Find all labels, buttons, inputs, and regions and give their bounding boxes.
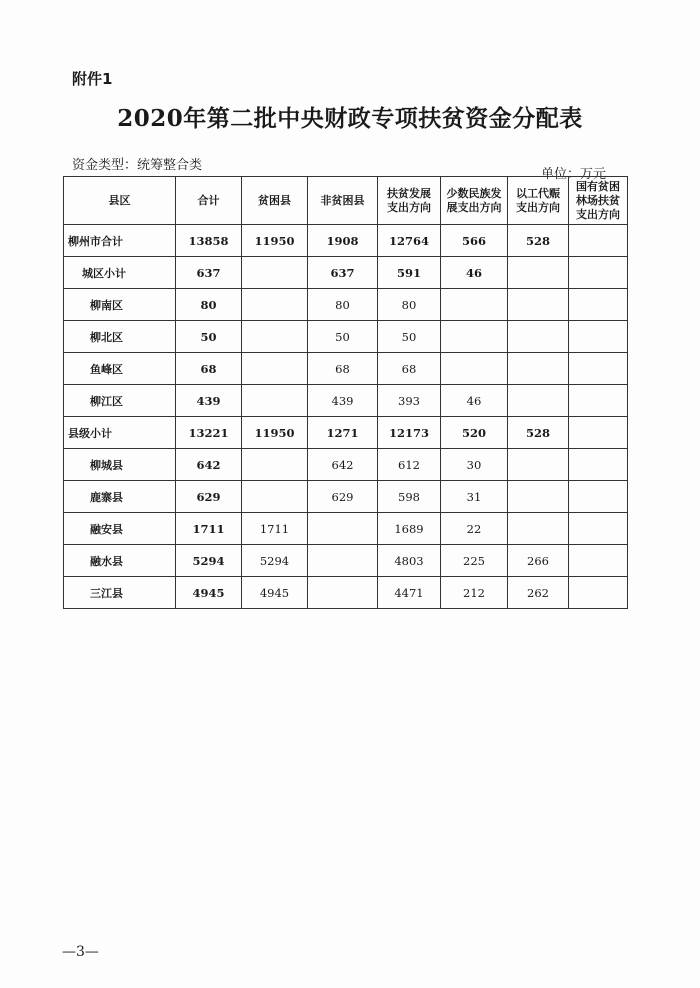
cell-nonpoor: 637 [308, 257, 378, 289]
cell-minority [441, 321, 508, 353]
table-row [64, 481, 628, 513]
cell-forest [569, 353, 628, 385]
cell-work [508, 513, 569, 545]
table-row [64, 225, 628, 257]
table-row [64, 513, 628, 545]
cell-dev: 12764 [378, 225, 441, 257]
cell-total: 13858 [176, 225, 242, 257]
cell-forest [569, 449, 628, 481]
cell-nonpoor: 68 [308, 353, 378, 385]
table-row [64, 385, 628, 417]
cell-work [508, 289, 569, 321]
cell-nonpoor: 80 [308, 289, 378, 321]
cell-nonpoor [308, 513, 378, 545]
cell-poor [242, 449, 308, 481]
cell-forest [569, 257, 628, 289]
cell-minority: 212 [441, 577, 508, 609]
cell-total: 80 [176, 289, 242, 321]
cell-total: 439 [176, 385, 242, 417]
cell-work: 266 [508, 545, 569, 577]
cell-nonpoor [308, 577, 378, 609]
cell-forest [569, 289, 628, 321]
cell-nonpoor: 629 [308, 481, 378, 513]
header-work-relief: 以工代赈 支出方向 [508, 177, 569, 225]
cell-poor: 11950 [242, 225, 308, 257]
header-region: 县区 [64, 177, 176, 225]
cell-nonpoor: 1908 [308, 225, 378, 257]
cell-nonpoor: 1271 [308, 417, 378, 449]
header-nonpoor-county: 非贫困县 [308, 177, 378, 225]
region-name-cell: 三江县 [64, 577, 176, 609]
unit-label: 单位：万元 [541, 167, 607, 182]
cell-dev: 612 [378, 449, 441, 481]
region-name-cell: 柳南区 [64, 289, 176, 321]
cell-forest [569, 321, 628, 353]
attachment-label: 附件1 [72, 70, 113, 88]
cell-poor [242, 289, 308, 321]
cell-total: 637 [176, 257, 242, 289]
header-total: 合计 [176, 177, 242, 225]
cell-dev: 393 [378, 385, 441, 417]
cell-nonpoor: 50 [308, 321, 378, 353]
table-row [64, 577, 628, 609]
allocation-table [63, 176, 628, 609]
cell-work [508, 449, 569, 481]
cell-minority: 46 [441, 385, 508, 417]
region-name-cell: 鹿寨县 [64, 481, 176, 513]
cell-work: 262 [508, 577, 569, 609]
cell-poor [242, 257, 308, 289]
cell-dev: 12173 [378, 417, 441, 449]
region-name-cell: 柳北区 [64, 321, 176, 353]
cell-poor [242, 481, 308, 513]
cell-poor [242, 321, 308, 353]
table-row [64, 545, 628, 577]
cell-total: 5294 [176, 545, 242, 577]
table-row [64, 321, 628, 353]
cell-total: 642 [176, 449, 242, 481]
cell-total: 629 [176, 481, 242, 513]
cell-nonpoor [308, 545, 378, 577]
header-poverty-dev: 扶贫发展 支出方向 [378, 177, 441, 225]
cell-nonpoor: 439 [308, 385, 378, 417]
region-name-cell: 柳城县 [64, 449, 176, 481]
table-row [64, 417, 628, 449]
cell-minority: 31 [441, 481, 508, 513]
table-row [64, 257, 628, 289]
cell-minority: 30 [441, 449, 508, 481]
cell-forest [569, 513, 628, 545]
table-header-row [64, 177, 628, 225]
table-row [64, 289, 628, 321]
document-title: 2020年第二批中央财政专项扶贫资金分配表 [117, 105, 583, 132]
cell-forest [569, 385, 628, 417]
header-poor-county: 贫困县 [242, 177, 308, 225]
table-row [64, 353, 628, 385]
cell-poor: 4945 [242, 577, 308, 609]
cell-dev: 4471 [378, 577, 441, 609]
cell-total: 50 [176, 321, 242, 353]
cell-minority: 22 [441, 513, 508, 545]
cell-total: 4945 [176, 577, 242, 609]
header-minority-dev: 少数民族发 展支出方向 [441, 177, 508, 225]
cell-dev: 1689 [378, 513, 441, 545]
cell-nonpoor: 642 [308, 449, 378, 481]
cell-dev: 591 [378, 257, 441, 289]
cell-minority [441, 353, 508, 385]
cell-minority: 566 [441, 225, 508, 257]
cell-work: 528 [508, 417, 569, 449]
page-number: —3— [62, 944, 99, 960]
cell-poor: 1711 [242, 513, 308, 545]
cell-poor: 5294 [242, 545, 308, 577]
cell-dev: 68 [378, 353, 441, 385]
cell-dev: 80 [378, 289, 441, 321]
cell-work [508, 481, 569, 513]
cell-work [508, 385, 569, 417]
cell-minority: 225 [441, 545, 508, 577]
cell-dev: 598 [378, 481, 441, 513]
cell-poor: 11950 [242, 417, 308, 449]
region-name-cell: 城区小计 [64, 257, 176, 289]
cell-minority: 46 [441, 257, 508, 289]
cell-dev: 50 [378, 321, 441, 353]
cell-forest [569, 545, 628, 577]
header-forest-farm: 国有贫困 林场扶贫 支出方向 [569, 177, 628, 225]
region-name-cell: 柳州市合计 [64, 225, 176, 257]
cell-poor [242, 353, 308, 385]
region-name-cell: 鱼峰区 [64, 353, 176, 385]
cell-minority [441, 289, 508, 321]
region-name-cell: 县级小计 [64, 417, 176, 449]
cell-forest [569, 577, 628, 609]
cell-forest [569, 481, 628, 513]
cell-forest [569, 225, 628, 257]
cell-total: 68 [176, 353, 242, 385]
cell-total: 13221 [176, 417, 242, 449]
cell-poor [242, 385, 308, 417]
cell-dev: 4803 [378, 545, 441, 577]
cell-work [508, 257, 569, 289]
cell-total: 1711 [176, 513, 242, 545]
cell-forest [569, 417, 628, 449]
fund-type-label: 资金类型：统筹整合类 [72, 158, 203, 173]
cell-work: 528 [508, 225, 569, 257]
region-name-cell: 融水县 [64, 545, 176, 577]
region-name-cell: 柳江区 [64, 385, 176, 417]
region-name-cell: 融安县 [64, 513, 176, 545]
table-row [64, 449, 628, 481]
cell-minority: 520 [441, 417, 508, 449]
cell-work [508, 353, 569, 385]
cell-work [508, 321, 569, 353]
